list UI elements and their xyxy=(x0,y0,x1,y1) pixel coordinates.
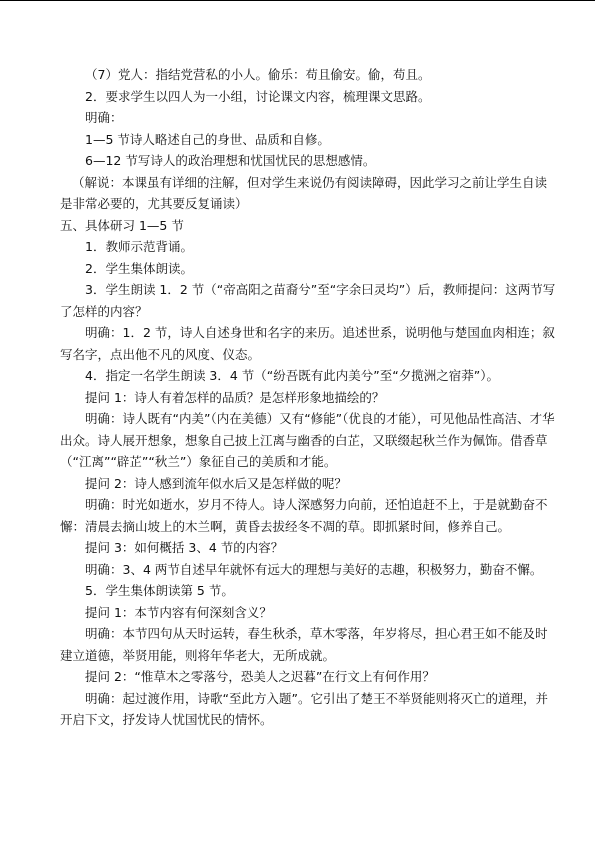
paragraph: 5．学生集体朗读第 5 节。 xyxy=(85,583,234,598)
paragraph: 明确：诗人既有“内美”（内在美德）又有“修能”（优良的才能），可见他品性高洁、才华出众。诗人展开想象，想象自己披上江离与幽香的白芷，又联缀起秋兰作为佩饰。借香草（“江离”“辟芷”“秋兰”）象征自己的美质和才能。 xyxy=(60,411,555,469)
paragraph: 2．要求学生以四人为一小组，讨论课文内容，梳理课文思路。 xyxy=(85,88,431,104)
paragraph: 提问 1：诗人有着怎样的品质？是怎样形象地描绘的？ xyxy=(85,389,385,405)
paragraph: 2．学生集体朗读。 xyxy=(85,260,193,276)
paragraph: 6—12 节写诗人的政治理想和忧国忧民的思想感情。 xyxy=(85,153,376,168)
paragraph: 明确：本节四句从天时运转，春生秋杀，草木零落，年岁将尽，担心君王如不能及时建立道德，举贤用能，则将年华老大，无所成就。 xyxy=(60,626,548,663)
paragraph: 提问 3：如何概括 3、4 节的内容？ xyxy=(85,540,284,555)
paragraph: 提问 2：“惟草木之零落兮，恐美人之迟暮”在行文上有何作用？ xyxy=(85,669,435,684)
document-body xyxy=(60,64,556,731)
paragraph: 明确：3、4 两节自述早年就怀有远大的理想与美好的志趣，积极努力，勤奋不懈。 xyxy=(85,561,543,577)
paragraph: 1—5 节诗人略述自己的身世、品质和自修。 xyxy=(85,131,330,147)
paragraph: 3．学生朗读 1．2 节（“帝高阳之苗裔兮”至“字余曰灵均”）后，教师提问：这两节写了怎样的内容？ xyxy=(60,282,556,319)
paragraph: 明确：起过渡作用，诗歌“至此方入题”。它引出了楚王不举贤能则将灭亡的道理，并开启下文，抒发诗人忧国忧民的情怀。 xyxy=(60,690,548,727)
paragraph: 明确：时光如逝水，岁月不待人。诗人深感努力向前，还怕追赶不上，于是就勤奋不懈：清晨去摘山坡上的木兰啊，黄昏去拔经冬不凋的草。即抓紧时间，修养自己。 xyxy=(60,497,548,534)
paragraph: （7）党人：指结党营私的小人。偷乐：苟且偷安。偷，苟且。 xyxy=(85,67,431,82)
paragraph: 明确：1．2 节，诗人自述身世和名字的来历。追述世系，说明他与楚国血肉相连；叙写名字，点出他不凡的风度、仪态。 xyxy=(60,325,555,362)
section-heading: 五、具体研习 1—5 节 xyxy=(60,217,184,233)
paragraph: （解说：本课虽有详细的注解，但对学生来说仍有阅读障碍，因此学习之前让学生自读是非常必要的，尤其要反复诵读） xyxy=(60,174,548,211)
paragraph: 明确： xyxy=(85,110,123,125)
paragraph: 1．教师示范背诵。 xyxy=(85,239,193,254)
paragraph: 4．指定一名学生朗读 3．4 节（“纷吾既有此内美兮”至“夕揽洲之宿莽”）。 xyxy=(85,368,499,383)
page-top-rule xyxy=(0,0,595,1)
paragraph: 提问 1：本节内容有何深刻含义？ xyxy=(85,604,272,620)
paragraph: 提问 2：诗人感到流年似水后又是怎样做的呢？ xyxy=(85,475,347,491)
